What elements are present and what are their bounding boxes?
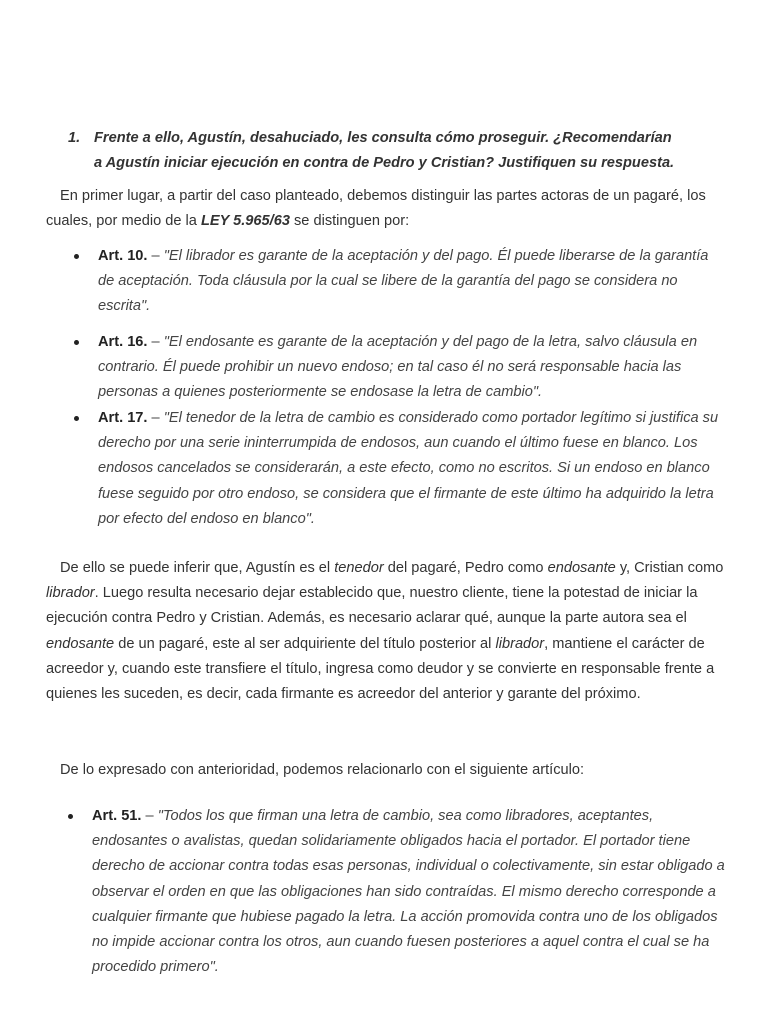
question-line-1: Frente a ello, Agustín, desahuciado, les consulta cómo proseguir. ¿Recomendarían xyxy=(94,130,672,146)
article-text: "El librador es garante de la aceptación y del pago. Él puede liberarse de la garantía de aceptación. Toda cláusula por la cual se libere de la garantía del pago se considera no escrita". xyxy=(98,248,709,315)
intro-text-after: se distinguen por: xyxy=(289,213,410,229)
inference-text: y, Cristian como xyxy=(615,560,724,576)
bullet-icon xyxy=(74,254,79,259)
inference-text: De ello se puede inferir que, Agustín es el xyxy=(60,560,335,576)
bullet-icon xyxy=(74,340,79,345)
inference-paragraph xyxy=(46,556,726,707)
article-10 xyxy=(74,244,724,320)
intro-paragraph xyxy=(46,184,726,234)
term-endosante: endosante xyxy=(547,560,616,576)
article-dash: – xyxy=(147,334,164,350)
relation-paragraph xyxy=(46,758,726,783)
intro-text-before: En primer lugar, a partir del caso planteado, debemos distinguir las partes actoras de un pagaré, los cuales, por medio de la xyxy=(46,188,706,229)
article-label: Art. 16. xyxy=(98,334,148,350)
article-dash: – xyxy=(147,410,164,426)
inference-text: del pagaré, Pedro como xyxy=(383,560,548,576)
article-dash: – xyxy=(141,808,158,824)
term-librador: librador xyxy=(495,635,545,652)
inference-text: . Luego resulta necesario dejar establecido que, nuestro cliente, tiene la potestad de iniciar la ejecución contra Pedro y Cristian. Además, es necesario aclarar qué, aunque la parte autora sea el xyxy=(46,585,698,627)
article-label: Art. 51. xyxy=(92,808,142,824)
relation-text: De lo expresado con anterioridad, podemos relacionarlo con el siguiente artículo: xyxy=(60,762,585,778)
question-item xyxy=(68,126,728,176)
question-number: 1. xyxy=(68,130,81,146)
article-text: "El tenedor de la letra de cambio es considerado como portador legítimo si justifica su derecho por una serie ininterrumpida de endosos, aun cuando el último fuese en blanco. Los endosos cancelados se considerarán, a este efecto, como no escritos. Si un endoso en blanco fuese seguido por otro endoso, se considera que el firmante de este último ha adquirido la letra por efecto del endoso en blanco". xyxy=(98,410,719,527)
article-16 xyxy=(74,330,724,406)
article-text: "Todos los que firman una letra de cambio, sea como libradores, aceptantes, endosantes o avalistas, quedan solidariamente obligados hacia el portador. El portador tiene derecho de accionar contra todas esas personas, individual o colectivamente, sin estar obligado a observar el orden en que las obligaciones han sido contraídas. El mismo derecho corresponde a cualquier firmante que hubiese pagado la letra. La acción promovida contra uno de los obligados no impide accionar contra los otros, aun cuando fuesen posteriores a aquel contra el cual se ha procedido primero". xyxy=(92,808,725,976)
article-text: "El endosante es garante de la aceptación y del pago de la letra, salvo cláusula en contrario. Él puede prohibir un nuevo endoso; en tal caso él no será responsable hacia las personas a quienes posteriormente se endosase la letra de cambio". xyxy=(98,334,698,401)
term-tenedor: tenedor xyxy=(334,560,384,576)
bullet-icon xyxy=(68,814,73,819)
article-17 xyxy=(74,406,724,532)
article-label: Art. 10. xyxy=(98,248,148,264)
article-list-item xyxy=(74,406,724,532)
term-librador: librador xyxy=(46,585,95,602)
article-list-item xyxy=(68,804,728,980)
bullet-icon xyxy=(74,416,79,421)
article-dash: – xyxy=(147,248,164,264)
question-line-2: a Agustín iniciar ejecución en contra de Pedro y Cristian? Justifiquen su respuesta. xyxy=(94,155,675,171)
term-endosante: endosante xyxy=(46,635,115,652)
inference-text: de un pagaré, este al ser adquiriente del título posterior al xyxy=(114,635,496,652)
article-list-item xyxy=(74,244,724,320)
law-reference: LEY 5.965/63 xyxy=(200,213,290,229)
article-list-item xyxy=(74,330,724,406)
article-label: Art. 17. xyxy=(98,410,148,426)
article-51 xyxy=(68,804,728,980)
inference-text: , mantiene el carácter de acreedor y, cuando este transfiere el título, ingresa como deudor y se convierte en responsable frente a quienes les suceden, es decir, cada firmante es acreedor del anterior y garante del próximo. xyxy=(46,635,715,703)
